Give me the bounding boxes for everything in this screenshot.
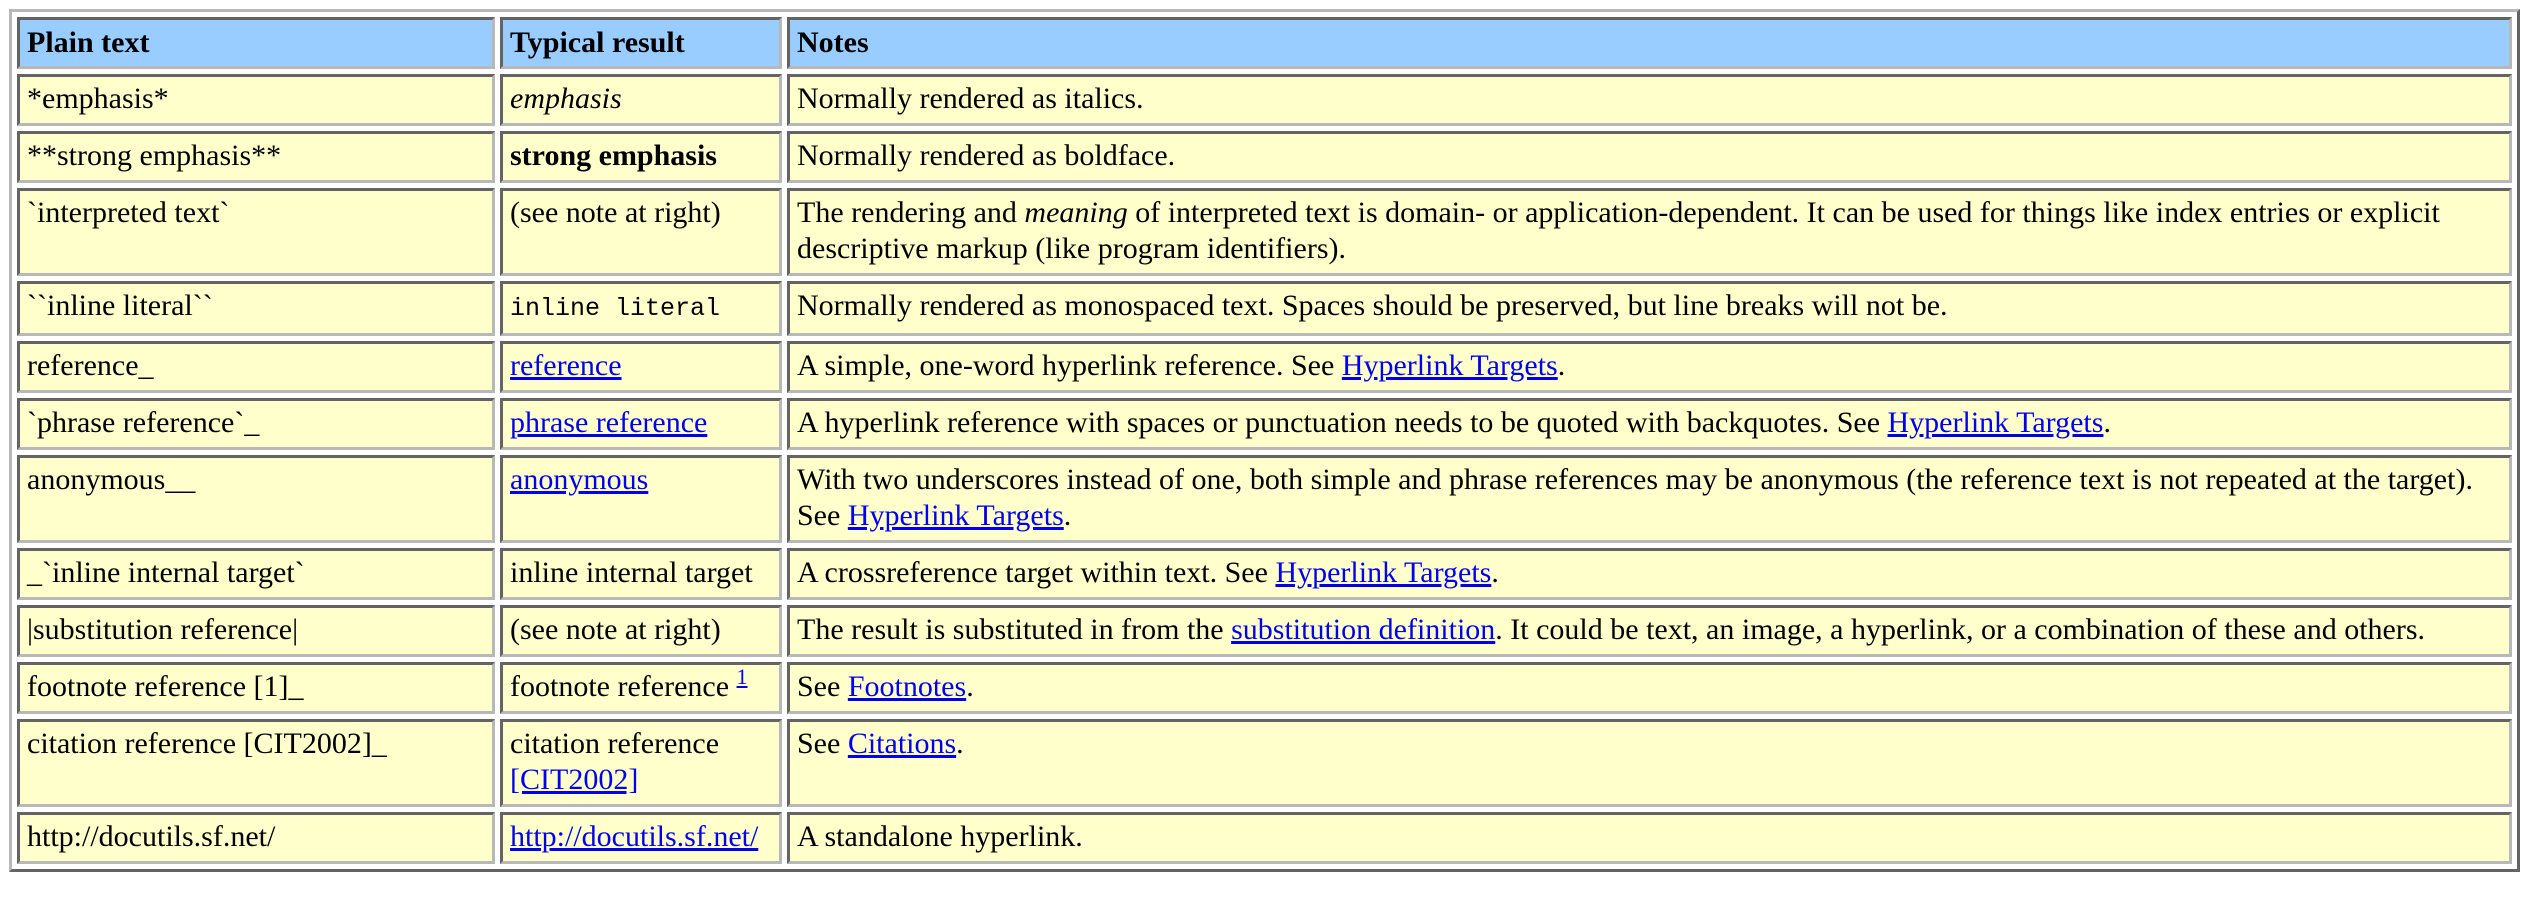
header-row <box>17 17 2512 69</box>
result-cell: (see note at right) <box>500 605 782 657</box>
table-row <box>17 548 2512 600</box>
header-plain-text: Plain text <box>17 17 495 69</box>
hyperlink-targets-link[interactable]: Hyperlink Targets <box>847 499 1064 532</box>
table-row <box>17 605 2512 657</box>
table-row <box>17 812 2512 864</box>
notes-text: See <box>797 670 848 703</box>
footnotes-link[interactable]: Footnotes <box>847 670 967 703</box>
hyperlink-targets-link[interactable]: Hyperlink Targets <box>1887 406 2104 439</box>
result-emphasis: emphasis <box>510 82 622 115</box>
notes-cell <box>787 605 2512 657</box>
result-cell: inline internal target <box>500 548 782 600</box>
plain-text-cell: reference_ <box>17 341 495 393</box>
inline-markup-table <box>9 9 2520 872</box>
notes-text: The result is substituted in from the <box>797 613 1232 646</box>
result-literal: inline literal <box>510 294 721 323</box>
result-strong: strong emphasis <box>510 139 717 172</box>
notes-text: . <box>1063 499 1072 532</box>
table-row <box>17 662 2512 714</box>
plain-text-cell: `interpreted text` <box>17 188 495 276</box>
notes-text: . <box>1557 349 1566 382</box>
notes-cell: Normally rendered as monospaced text. Spaces should be preserved, but line breaks will not be. <box>787 281 2512 336</box>
table-row <box>17 341 2512 393</box>
anonymous-link[interactable]: anonymous <box>510 463 649 496</box>
result-cell <box>500 812 782 864</box>
notes-text: A hyperlink reference with spaces or punctuation needs to be quoted with backquotes. See <box>797 406 1888 439</box>
notes-text: . It could be text, an image, a hyperlink, or a combination of these and others. <box>1495 613 2426 646</box>
result-cell <box>500 455 782 543</box>
result-text: citation reference <box>510 727 720 760</box>
table-row <box>17 398 2512 450</box>
phrase-reference-link[interactable]: phrase reference <box>510 406 708 439</box>
result-text: footnote reference <box>510 670 737 703</box>
plain-text-cell: `phrase reference`_ <box>17 398 495 450</box>
notes-cell <box>787 398 2512 450</box>
notes-text: See <box>797 727 848 760</box>
notes-text: of interpreted text is domain- or application-dependent. It can be used for things like index entries or explicit descriptive markup (like program identifiers). <box>797 196 2440 265</box>
table-row <box>17 74 2512 126</box>
notes-cell <box>787 662 2512 714</box>
citation-ref-link[interactable]: [CIT2002] <box>510 763 639 796</box>
plain-text-cell: *emphasis* <box>17 74 495 126</box>
table-row <box>17 188 2512 276</box>
notes-text: The rendering and <box>797 196 1025 229</box>
table-row <box>17 281 2512 336</box>
reference-link[interactable]: reference <box>510 349 622 382</box>
notes-text: A crossreference target within text. See <box>797 556 1276 589</box>
table-row <box>17 719 2512 807</box>
plain-text-cell: http://docutils.sf.net/ <box>17 812 495 864</box>
result-cell <box>500 281 782 336</box>
notes-emphasis: meaning <box>1024 196 1128 229</box>
result-cell <box>500 74 782 126</box>
notes-text: . <box>2103 406 2111 439</box>
plain-text-cell: **strong emphasis** <box>17 131 495 183</box>
page <box>9 9 2520 872</box>
plain-text-cell: _`inline internal target` <box>17 548 495 600</box>
notes-cell <box>787 188 2512 276</box>
header-notes: Notes <box>787 17 2512 69</box>
result-cell <box>500 341 782 393</box>
notes-cell <box>787 341 2512 393</box>
table-row <box>17 455 2512 543</box>
notes-text: . <box>956 727 964 760</box>
result-cell <box>500 131 782 183</box>
plain-text-cell: ``inline literal`` <box>17 281 495 336</box>
result-cell <box>500 662 782 714</box>
notes-cell: Normally rendered as italics. <box>787 74 2512 126</box>
plain-text-cell: footnote reference [1]_ <box>17 662 495 714</box>
hyperlink-targets-link[interactable]: Hyperlink Targets <box>1341 349 1558 382</box>
plain-text-cell: anonymous__ <box>17 455 495 543</box>
citations-link[interactable]: Citations <box>847 727 957 760</box>
notes-text: A simple, one-word hyperlink reference. See <box>797 349 1342 382</box>
footnote-ref-link[interactable]: 1 <box>736 664 748 689</box>
notes-text: . <box>1491 556 1499 589</box>
header-typical-result: Typical result <box>500 17 782 69</box>
result-cell <box>500 398 782 450</box>
plain-text-cell: citation reference [CIT2002]_ <box>17 719 495 807</box>
notes-cell: A standalone hyperlink. <box>787 812 2512 864</box>
hyperlink-targets-link[interactable]: Hyperlink Targets <box>1275 556 1492 589</box>
notes-cell <box>787 548 2512 600</box>
table-row <box>17 131 2512 183</box>
notes-cell <box>787 719 2512 807</box>
plain-text-cell: |substitution reference| <box>17 605 495 657</box>
notes-cell <box>787 455 2512 543</box>
result-cell <box>500 719 782 807</box>
substitution-definition-link[interactable]: substitution definition <box>1231 613 1496 646</box>
notes-cell: Normally rendered as boldface. <box>787 131 2512 183</box>
standalone-url-link[interactable]: http://docutils.sf.net/ <box>510 820 759 853</box>
notes-text: With two underscores instead of one, both simple and phrase references may be anonymous (the reference text is not repeated at the target). See <box>797 463 2473 532</box>
result-cell: (see note at right) <box>500 188 782 276</box>
notes-text: . <box>966 670 974 703</box>
